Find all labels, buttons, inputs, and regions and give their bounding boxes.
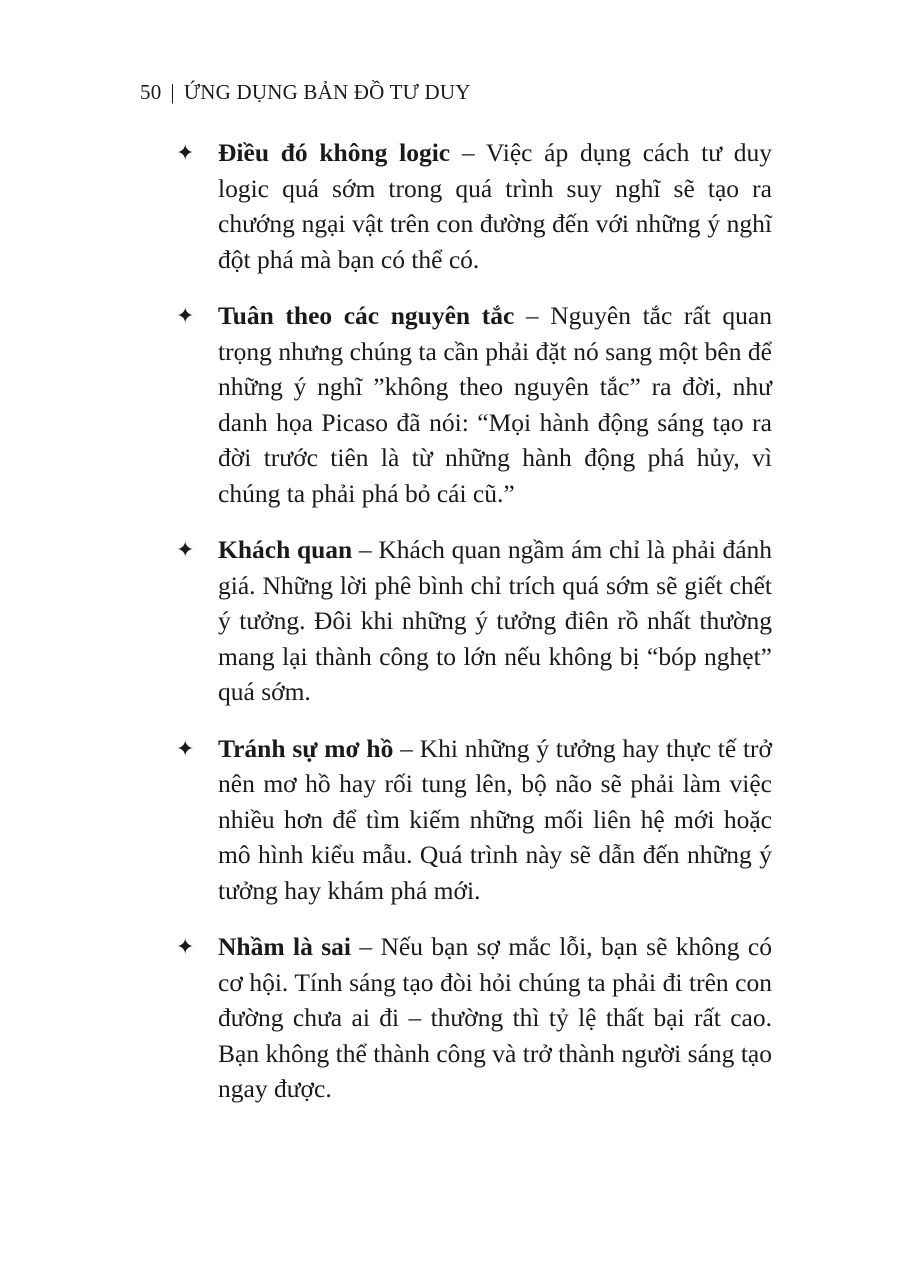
four-point-star-icon: ✦	[176, 140, 195, 165]
term-dash: –	[514, 301, 551, 330]
bullet-term: Khách quan	[218, 535, 353, 564]
bullet-term: Nhầm là sai	[218, 932, 351, 961]
header-separator: |	[170, 80, 175, 104]
bullet-item-mistake-is-wrong	[172, 929, 772, 1107]
bullet-text: Nếu bạn sợ mắc lỗi, bạn sẽ không có cơ hội. Tính sáng tạo đòi hỏi chúng ta phải đi trên con đường chưa ai đi – thường thì tỷ lệ thất bại rất cao. Bạn không thể thành công và trở thành người sáng tạo ngay được.	[218, 932, 773, 1103]
page-number: 50	[140, 80, 162, 104]
bullet-text: Việc áp dụng cách tư duy logic quá sớm trong quá trình suy nghĩ sẽ tạo ra chướng ngại vật trên con đường đến với những ý nghĩ đột phá mà bạn có thể có.	[218, 138, 772, 274]
term-dash: –	[393, 733, 420, 763]
term-dash: –	[350, 932, 381, 961]
bullet-item-avoid-ambiguity	[172, 731, 772, 909]
bullet-term: Điều đó không logic	[218, 138, 451, 167]
book-title: ỨNG DỤNG BẢN ĐỒ TƯ DUY	[183, 80, 471, 104]
bullet-text: Khách quan ngầm ám chỉ là phải đánh giá. Những lời phê bình chỉ trích quá sớm sẽ giết chết ý tưởng. Đôi khi những ý tưởng điên rồ nhất thường mang lại thành công to lớn nếu không bị “bóp nghẹt” quá sớm.	[218, 535, 773, 706]
four-point-star-icon: ✦	[176, 735, 195, 761]
bullet-term: Tránh sự mơ hồ	[218, 733, 394, 763]
term-dash: –	[352, 535, 379, 564]
four-point-star-icon: ✦	[176, 303, 195, 328]
bullet-list	[172, 135, 772, 1128]
bullet-item-objective	[172, 532, 772, 710]
four-point-star-icon: ✦	[176, 537, 195, 562]
bullet-item-follow-rules	[172, 298, 772, 511]
four-point-star-icon: ✦	[176, 934, 195, 959]
bullet-term: Tuân theo các nguyên tắc	[218, 301, 515, 330]
bullet-text: Nguyên tắc rất quan trọng nhưng chúng ta cần phải đặt nó sang một bên để những ý nghĩ ”không theo nguyên tắc” ra đời, như danh họa Picaso đã nói: “Mọi hành động sáng tạo ra đời trước tiên là từ những hành động phá hủy, vì chúng ta phải phá bỏ cái cũ.”	[218, 301, 772, 508]
bullet-item-illogical	[172, 135, 772, 277]
running-header	[140, 80, 471, 105]
term-dash: –	[450, 138, 486, 167]
bullet-text: Khi những ý tưởng hay thực tế trở nên mơ hồ hay rối tung lên, bộ não sẽ phải làm việc nhiều hơn để tìm kiếm những mối liên hệ mới hoặc mô hình kiểu mẫu. Quá trình này sẽ dẫn đến những ý tưởng hay khám phá mới.	[218, 733, 773, 905]
